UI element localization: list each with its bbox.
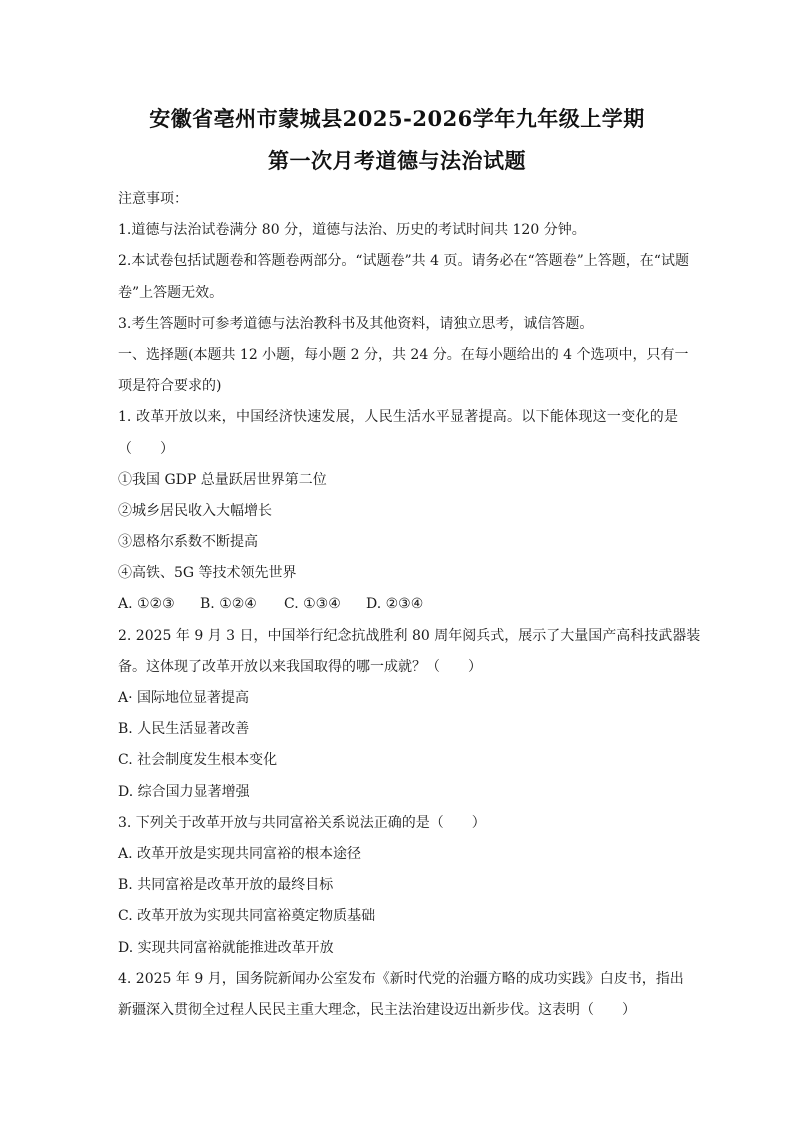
question-1-option-a: A. ①②③ [118,596,175,613]
question-1-item-3: ③恩格尔系数不断提高 [118,534,258,551]
question-1-option-d: D. ②③④ [366,596,424,613]
question-2-stem-line-2: 备。这体现了改革开放以来我国取得的哪一成就？（ ） [118,658,482,675]
section-heading-line-2: 项是符合要求的) [118,378,222,395]
page-subtitle: 第一次月考道德与法治试题 [268,148,526,173]
question-1-option-b: B. ①②④ [200,596,257,613]
question-1-stem-line-1: 1. 改革开放以来，中国经济快速发展，人民生活水平显著提高。以下能体现这一变化的是 [118,409,678,426]
question-1-option-c: C. ①③④ [284,596,341,613]
question-1-options [118,589,678,620]
question-2-stem-line-1: 2. 2025 年 9 月 3 日，中国举行纪念抗战胜利 80 周年阅兵式，展示了大量国产高科技武器装 [118,627,701,644]
note-2-line-2: 卷”上答题无效。 [118,284,224,301]
page-title: 安徽省亳州市蒙城县2025-2026学年九年级上学期 [149,106,645,131]
question-4-stem-line-2: 新疆深入贯彻全过程人民民主重大理念，民主法治建设迈出新步伐。这表明（ ） [118,1001,636,1018]
question-2-option-c: C. 社会制度发生根本变化 [118,752,278,769]
question-1-item-2: ②城乡居民收入大幅增长 [118,502,272,519]
notes-heading: 注意事项： [118,191,188,207]
question-2-option-a: A· 国际地位显著提高 [118,690,250,706]
question-3-stem: 3. 下列关于改革开放与共同富裕关系说法正确的是（ ） [118,814,486,831]
note-2-line-1: 2.本试卷包括试题卷和答题卷两部分。“试题卷”共 4 页。请务必在“答题卷”上答题，在“试题 [118,253,689,270]
question-2-option-d: D. 综合国力显著增强 [118,783,250,800]
question-2-option-b: B. 人民生活显著改善 [118,721,250,738]
question-3-option-c: C. 改革开放为实现共同富裕奠定物质基础 [118,908,376,925]
question-3-option-d: D. 实现共同富裕就能推进改革开放 [118,939,334,956]
section-heading-line-1: 一、选择题(本题共 12 小题，每小题 2 分，共 24 分。在每小题给出的 4 个选项中，只有一 [118,346,689,363]
question-1-item-4: ④高铁、5G 等技术领先世界 [118,565,297,582]
question-3-option-a: A. 改革开放是实现共同富裕的根本途径 [118,845,362,862]
question-1-item-1: ①我国 GDP 总量跃居世界第二位 [118,471,327,488]
note-1: 1.道德与法治试卷满分 80 分，道德与法治、历史的考试时间共 120 分钟。 [118,222,586,239]
question-4-stem-line-1: 4. 2025 年 9 月，国务院新闻办公室发布《新时代党的治疆方略的成功实践》白皮书，指出 [118,970,684,987]
question-3-option-b: B. 共同富裕是改革开放的最终目标 [118,877,334,894]
note-3: 3.考生答题时可参考道德与法治教科书及其他资料，请独立思考，诚信答题。 [118,315,594,332]
question-1-stem-line-2: （ ） [118,440,174,457]
exam-content [118,184,701,1026]
